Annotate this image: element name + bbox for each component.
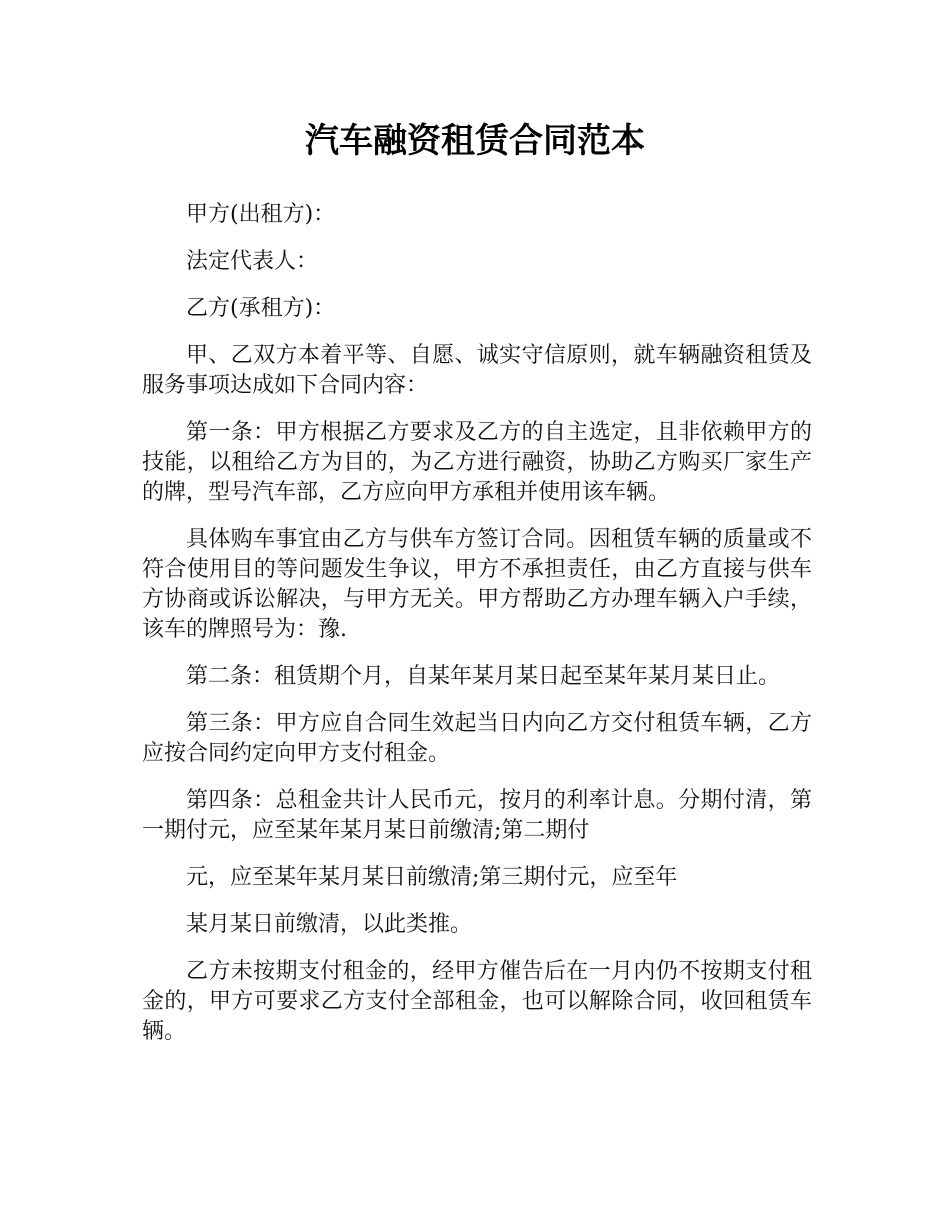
article-1-paragraph: 第一条：甲方根据乙方要求及乙方的自主选定，且非依赖甲方的技能，以租给乙方为目的，为乙方进行融资，协助乙方购买厂家生产的牌，型号汽车部，乙方应向甲方承租并使用该车辆。 [142,420,812,505]
legal-representative-line: 法定代表人： [186,249,319,274]
preamble-paragraph: 甲、乙双方本着平等、自愿、诚实守信原则，就车辆融资租赁及服务事项达成如下合同内容： [142,343,812,398]
article-2-paragraph: 第二条：租赁期个月，自某年某月某日起至某年某月某日止。 [186,664,781,689]
late-payment-paragraph: 乙方未按期支付租金的，经甲方催告后在一月内仍不按期支付租金的，甲方可要求乙方支付全部租金，也可以解除合同，收回租赁车辆。 [142,959,812,1044]
installment-line-2: 元，应至某年某月某日前缴清;第三期付元，应至年 [186,865,678,890]
document-body [142,200,812,1064]
document-title: 汽车融资租赁合同范本 [305,121,645,161]
purchase-details-paragraph: 具体购车事宜由乙方与供车方签订合同。因租赁车辆的质量或不符合使用目的等问题发生争议，甲方不承担责任，由乙方直接与供车方协商或诉讼解决，与甲方无关。甲方帮助乙方办理车辆入户手续，该车的牌照号为：豫. [142,527,812,642]
article-3-paragraph: 第三条：甲方应自合同生效起当日内向乙方交付租赁车辆，乙方应按合同约定向甲方支付租金。 [142,711,812,766]
party-b-line: 乙方(承租方)： [186,296,336,321]
article-4-paragraph: 第四条：总租金共计人民币元，按月的利率计息。分期付清，第一期付元，应至某年某月某日前缴清;第二期付 [142,788,812,843]
party-a-line: 甲方(出租方)： [186,202,336,227]
installment-line-3: 某月某日前缴清，以此类推。 [186,912,473,937]
